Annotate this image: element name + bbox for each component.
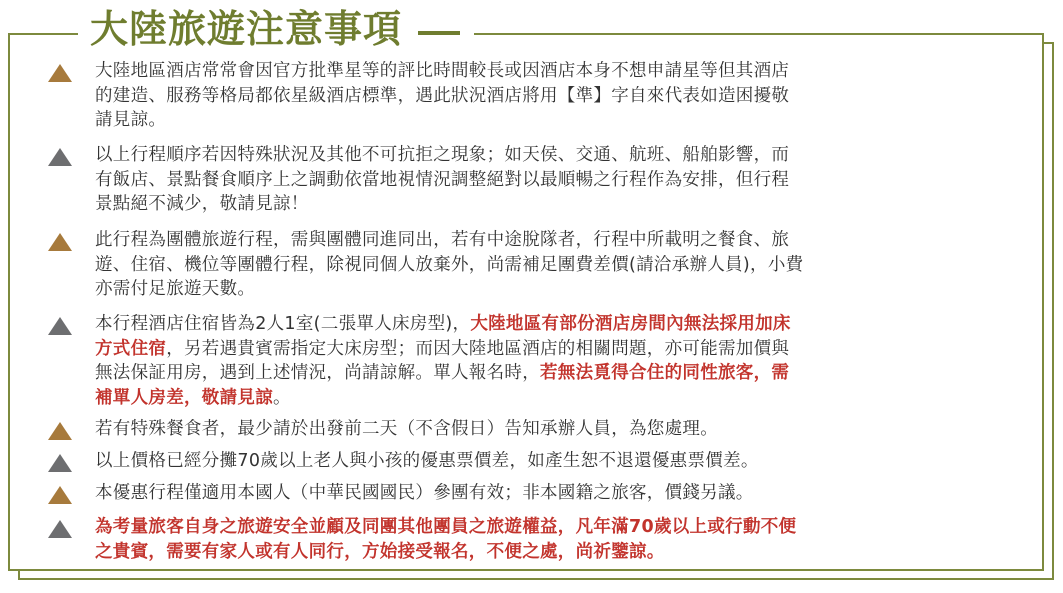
text-segment: 無法保証用房，遇到上述情況，尚請諒解。單人報名時， [95,363,540,383]
text-line: 為考量旅客自身之旅遊安全並顧及同團其他團員之旅遊權益，凡年滿70歲以上或行動不便 [95,517,797,537]
triangle-brown-icon [48,64,72,82]
text-line: 以上行程順序若因特殊狀況及其他不可抗拒之現象；如天侯、交通、航班、船舶影響，而 [95,145,790,165]
triangle-brown-icon [48,233,72,251]
text-line: 的建造、服務等格局都依星級酒店標準，遇此狀況酒店將用【準】字自來代表如造困擾敬 [95,85,790,106]
page-title: 大陸旅遊注意事項 [90,7,403,51]
triangle-gray-icon [48,520,72,538]
text-line: 遊、住宿、機位等團體行程，除視同個人放棄外，尚需補足團費差價(請洽承辦人員)，小費 [95,254,804,275]
triangle-gray-icon [48,454,72,472]
text-line: 以上價格已經分攤70歲以上老人與小孩的優惠票價差，如產生恕不退還優惠票價差。 [95,451,759,471]
highlight-text: 補單人房差，敬請見諒 [95,387,273,408]
item-text [95,59,1000,133]
highlight-text: 方式住宿 [95,338,167,359]
title-area [78,4,474,54]
text-segment: ，另若遇貴賓需指定大床房型；而因大陸地區酒店的相關問題，亦可能需加價與 [166,338,790,359]
text-line: 請見諒。 [95,110,167,130]
triangle-gray-icon [48,148,72,166]
title-dash [418,31,460,35]
text-line [95,337,1000,362]
text-line: 亦需付足旅遊天數。 [95,279,256,299]
text-segment: 。 [273,387,291,408]
highlight-text: 若無法覓得合住的同性旅客，需 [540,363,790,383]
text-line [95,312,1000,337]
text-line: 之貴賓，需要有家人或有人同行，方始接受報名，不便之處，尚祈鑒諒。 [95,541,665,562]
item-text [95,515,1000,564]
item-text [95,417,1000,442]
text-line: 本優惠行程僅適用本國人（中華民國國民）參團有效；非本國籍之旅客，價錢另議。 [95,483,754,503]
text-line: 此行程為團體旅遊行程，需與團體同進同出，若有中途脫隊者，行程中所載明之餐食、旅 [95,230,790,250]
text-segment: 本行程酒店住宿皆為2人1室(二張單人床房型)， [95,314,471,334]
item-text [95,228,1000,302]
text-line: 景點絕不減少，敬請見諒！ [95,194,309,214]
triangle-brown-icon [48,486,72,504]
triangle-gray-icon [48,317,72,335]
item-text [95,481,1000,506]
text-line [95,386,1000,411]
text-line: 有飯店、景點餐食順序上之調動依當地視情況調整絕對以最順暢之行程作為安排，但行程 [95,169,790,190]
item-text [95,143,1000,217]
notice-list [8,33,1044,571]
text-line: 若有特殊餐食者，最少請於出發前二天（不含假日）告知承辦人員，為您處理。 [95,419,718,439]
triangle-brown-icon [48,422,72,440]
item-text [95,449,1000,474]
text-line [95,361,1000,386]
item-text [95,312,1000,410]
text-line: 大陸地區酒店常常會因官方批準星等的評比時間較長或因酒店本身不想申請星等但其酒店 [95,61,790,81]
highlight-text: 大陸地區有部份酒店房間內無法採用加床 [470,314,791,334]
